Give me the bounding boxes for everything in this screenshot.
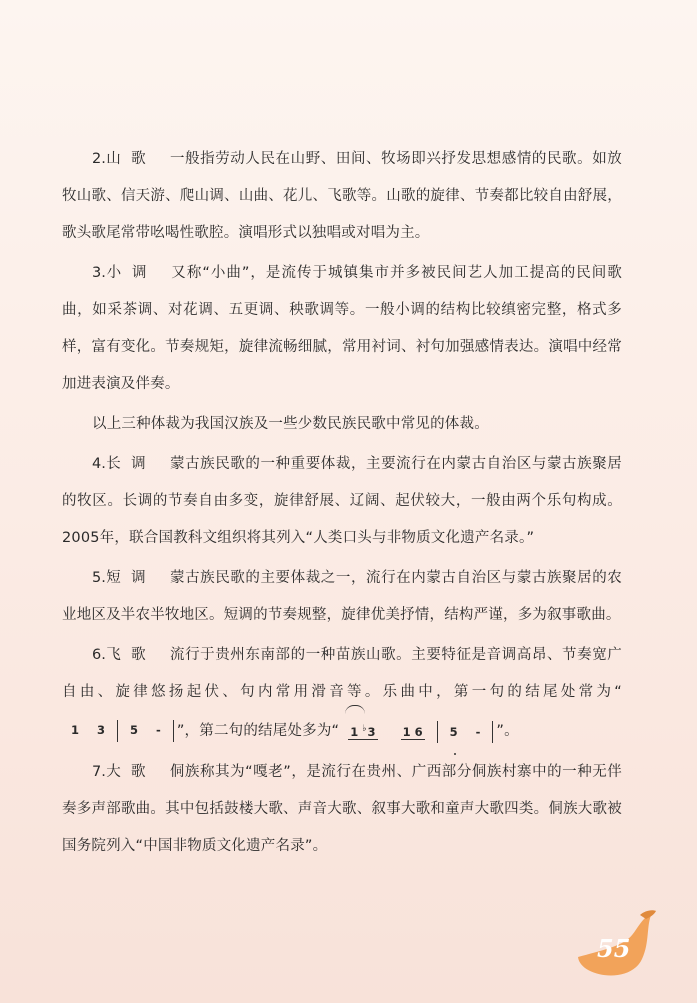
item-number: 5. <box>92 570 106 586</box>
note: 6 <box>414 724 423 739</box>
paragraph-shan-ge <box>62 141 622 252</box>
item-term: 大歌 <box>105 763 156 780</box>
item-number: 3. <box>92 265 106 281</box>
item-text: 蒙古族民歌的主要体裁之一，流行在内蒙古自治区与蒙古族聚居的农业地区及半农半牧地区。短调的节奏规整，旋律优美抒情，结构严谨，多为叙事歌曲。 <box>62 570 622 623</box>
paragraph-chang-diao <box>62 446 622 557</box>
note: - <box>475 724 481 739</box>
item-text: 以上三种体裁为我国汉族及一些少数民族民歌中常见的体裁。 <box>92 416 489 432</box>
item-text: 流行于贵州东南部的一种苗族山歌。主要特征是音调高昂、节奏宽广自由、旋律悠扬起伏、句内常用滑音等。乐曲中，第一句的结尾处常为“ <box>62 647 622 700</box>
note: 3 <box>367 724 376 739</box>
page-text <box>62 141 622 868</box>
item-text: 又称“小曲”，是流传于城镇集市并多被民间艺人加工提高的民间歌曲，如采茶调、对花调、五更调、秧歌调等。一般小调的结构比较缜密完整，格式多样，富有变化。节奏规矩，旋律流畅细腻，常用衬词、衬句加强感情表达。演唱中经常加进表演及伴奏。 <box>62 265 622 392</box>
item-number: 7. <box>92 763 106 780</box>
bar-line <box>437 721 438 743</box>
item-term: 长调 <box>105 456 156 472</box>
jianpu-notation-1 <box>62 712 177 749</box>
note-underline <box>348 725 377 740</box>
note: 3 <box>97 723 106 738</box>
item-term: 短调 <box>105 570 156 586</box>
paragraph-duan-diao <box>62 560 622 634</box>
note: 5 <box>441 714 467 751</box>
bar-line <box>492 721 493 743</box>
bar-line <box>173 720 174 742</box>
paragraph-summary <box>62 406 622 443</box>
item-text: ”，第二句的结尾处多为“ <box>176 722 340 739</box>
paragraph-da-ge <box>62 754 622 865</box>
note: 1 <box>71 723 80 738</box>
note-group <box>339 711 391 751</box>
item-number: 6. <box>92 647 106 663</box>
item-text: 侗族称其为“嘎老”，是流行在贵州、广西部分侗族村寨中的一种无伴奏多声部歌曲。其中包括鼓楼大歌、声音大歌、叙事大歌和童声大歌四类。侗族大歌被国务院列入“中国非物质文化遗产名录”。 <box>62 763 622 854</box>
note: - <box>156 723 161 738</box>
note-underline <box>401 725 425 740</box>
item-number: 4. <box>92 456 106 472</box>
item-number: 2. <box>92 151 106 167</box>
tie-arc <box>345 705 365 714</box>
bar-line <box>117 720 118 742</box>
item-term: 小调 <box>105 265 158 281</box>
horn-rim <box>640 910 656 919</box>
page-number: 55 <box>597 934 631 963</box>
note: 5 <box>130 723 139 738</box>
item-text: 一般指劳动人民在山野、田间、牧场即兴抒发思想感情的民歌。如放牧山歌、信天游、爬山调、山曲、花儿、飞歌等。山歌的旋律、节奏都比较自由舒展，歌头歌尾常带吆喝性歌腔。演唱形式以独唱或对唱为主。 <box>62 151 622 241</box>
note: 1 <box>402 724 411 739</box>
paragraph-fei-ge <box>62 637 622 751</box>
item-text: ”。 <box>496 722 519 739</box>
paragraph-xiao-diao <box>62 255 622 403</box>
item-term: 飞歌 <box>105 647 156 663</box>
jianpu-notation-2 <box>339 711 496 751</box>
item-term: 山歌 <box>105 151 156 167</box>
item-text: 蒙古族民歌的一种重要体裁，主要流行在内蒙古自治区与蒙古族聚居的牧区。长调的节奏自由多变，旋律舒展、辽阔、起伏较大，一般由两个乐句构成。2005年，联合国教科文组织将其列入“人类口头与非物质文化遗产名录。” <box>62 456 622 546</box>
note: 1 <box>350 724 359 739</box>
note-group <box>392 714 434 751</box>
flat-sign: ♭ <box>362 724 367 734</box>
